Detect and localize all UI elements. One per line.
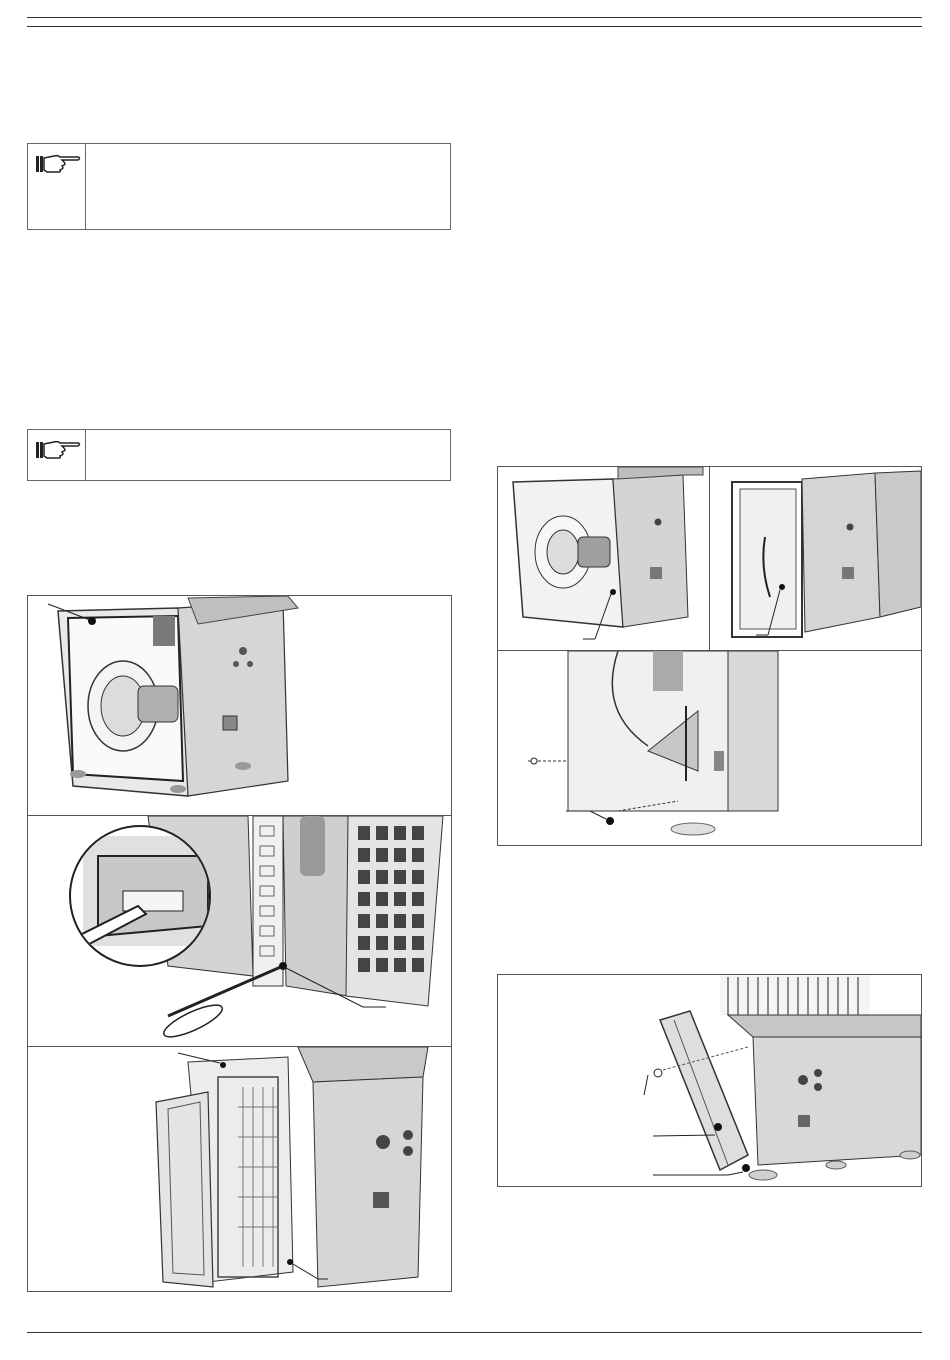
pointing-hand-icon <box>34 150 82 178</box>
header-rule <box>27 17 922 18</box>
figure-left <box>27 595 452 1292</box>
illustration-filter-removed <box>28 1047 451 1291</box>
callout-dot <box>606 817 614 825</box>
pointing-hand-icon <box>34 436 82 464</box>
figure-right-top <box>497 466 922 846</box>
callout-dot <box>279 962 287 970</box>
illustration-screwdriver-detail <box>28 816 451 1046</box>
illustration-fan-unit-open <box>28 596 451 815</box>
note-box-2 <box>27 429 451 481</box>
note-icon-cell <box>28 144 86 229</box>
header-rule-secondary <box>27 26 922 27</box>
footer-rule <box>27 1332 922 1333</box>
callout-dot <box>714 1123 722 1131</box>
note-box-1 <box>27 143 451 230</box>
illustration-panel-b <box>710 467 921 650</box>
note-icon-cell <box>28 430 86 480</box>
callout-dot <box>287 1259 293 1265</box>
figure-right-bottom <box>497 974 922 1187</box>
callout-dot <box>88 617 96 625</box>
illustration-panel-a <box>498 467 709 650</box>
illustration-side-panel-removal <box>498 975 921 1186</box>
callout-dot <box>779 584 785 590</box>
callout-dot <box>220 1062 226 1068</box>
illustration-panel-c <box>498 651 921 845</box>
callout-dot <box>742 1164 750 1172</box>
